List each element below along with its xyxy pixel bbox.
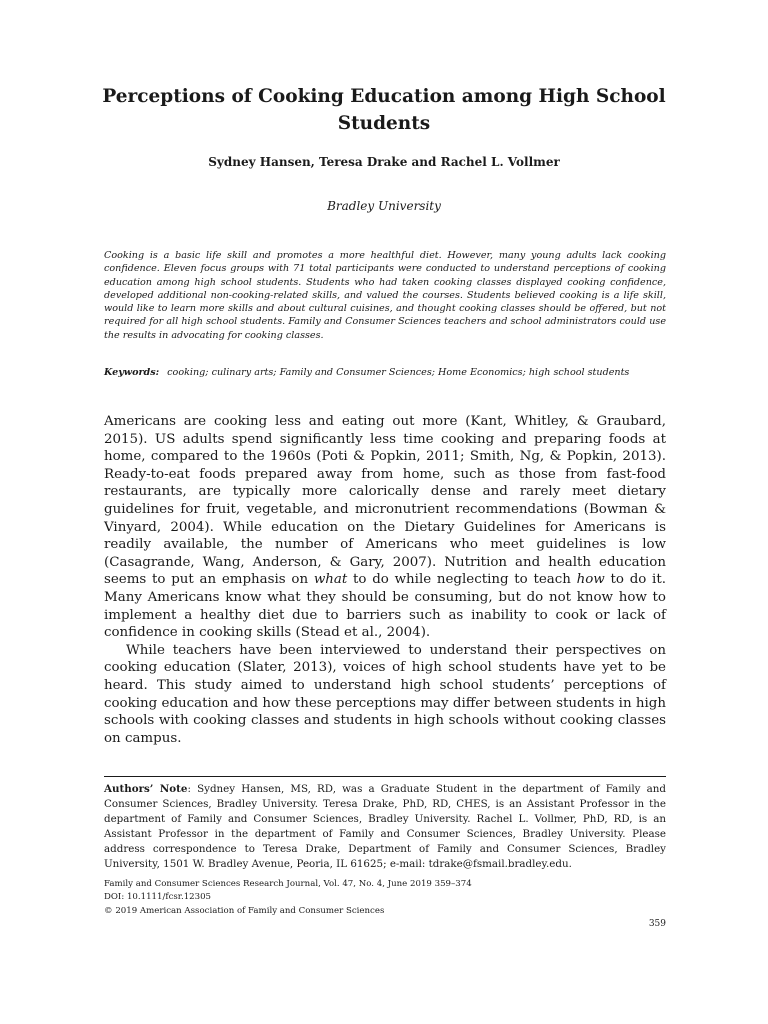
- body-paragraph-1-part-a: Americans are cooking less and eating out more (Kant, Whitley, & Graubard, 2015). US adults spend significantly less time cooking and preparing foods at home, compared to the 1960s (Poti & Popkin, 2011; Smith, Ng, & Popkin, 2013). Ready-to-eat foods prepared away from home, such as those from fast-food restaurants, are typically more calorically dense and rarely meet dietary guidelines for fruit, vegetable, and micronutrient recommendations (Bowman & Vinyard, 2004). While education on the Dietary Guidelines for Americans is readily available, the number of Americans who meet guidelines is low (Casagrande, Wang, Anderson, & Gary, 2007). Nutrition and health education seems to put an emphasis on: [104, 414, 666, 588]
- keywords-line: [104, 367, 666, 378]
- body-paragraph-1: [104, 413, 666, 642]
- authors-note-text: : Sydney Hansen, MS, RD, was a Graduate Student in the department of Family and Consumer Sciences, Bradley University. Teresa Drake, PhD, RD, CHES, is an Assistant Professor in the department of Family and Consumer Sciences, Bradley University. Rachel L. Vollmer, PhD, RD, is an Assistant Professor in the department of Family and Consumer Sciences, Bradley University. Please address correspondence to Teresa Drake, Department of Family and Consumer Sciences, Bradley University, 1501 W. Bradley Avenue, Peoria, IL 61625; e-mail: tdrake@fsmail.bradley.edu.: [104, 783, 666, 870]
- keywords-label: Keywords:: [104, 367, 160, 378]
- body-paragraph-1-part-b: to do while neglecting to teach: [347, 572, 577, 588]
- journal-doi: DOI: 10.1111/fcsr.12305: [104, 892, 212, 903]
- affiliation: Bradley University: [327, 199, 441, 213]
- journal-meta: [104, 878, 666, 918]
- abstract: Cooking is a basic life skill and promotes a more healthful diet. However, many young adults lack cooking confidence. Eleven focus groups with 71 total participants were conducted to understand perceptions of cooking education among high school students. Students who had taken cooking classes displayed cooking confidence, developed additional non-cooking-related skills, and valued the courses. Students believed cooking is a life skill, would like to learn more skills and about cultural cuisines, and thought cooking classes should be offered, but not required for all high school students. Family and Consumer Sciences teachers and school administrators could use the results in advocating for cooking classes.: [104, 250, 666, 341]
- body-paragraph-1-part-c: to do it. Many Americans know what they should be consuming, but do not know how to implement a healthy diet due to barriers such as inability to cook or lack of confidence in cooking skills (Stead et al., 2004).: [104, 572, 666, 641]
- footnote-divider: [104, 776, 666, 777]
- authors-note-label: Authors’ Note: [104, 783, 188, 795]
- keywords-text: cooking; culinary arts; Family and Consumer Sciences; Home Economics; high school students: [167, 367, 630, 378]
- body-paragraph-2: While teachers have been interviewed to understand their perspectives on cooking education (Slater, 2013), voices of high school students have yet to be heard. This study aimed to understand high school students’ perceptions of cooking education and how these perceptions may differ between students in high schools with cooking classes and students in high schools without cooking classes on campus.: [104, 642, 666, 746]
- authors-note: [104, 782, 666, 872]
- journal-citation: Family and Consumer Sciences Research Journal, Vol. 47, No. 4, June 2019 359–374: [104, 879, 472, 889]
- page-number: 359: [648, 919, 666, 929]
- journal-copyright: © 2019 American Association of Family and Consumer Sciences: [104, 905, 385, 916]
- body-text: [104, 413, 666, 747]
- author-list: Sydney Hansen, Teresa Drake and Rachel L. Vollmer: [208, 155, 560, 169]
- paper-title: Perceptions of Cooking Education among High School Students: [102, 86, 666, 134]
- emphasis-what: what: [313, 572, 348, 588]
- emphasis-how: how: [576, 572, 605, 588]
